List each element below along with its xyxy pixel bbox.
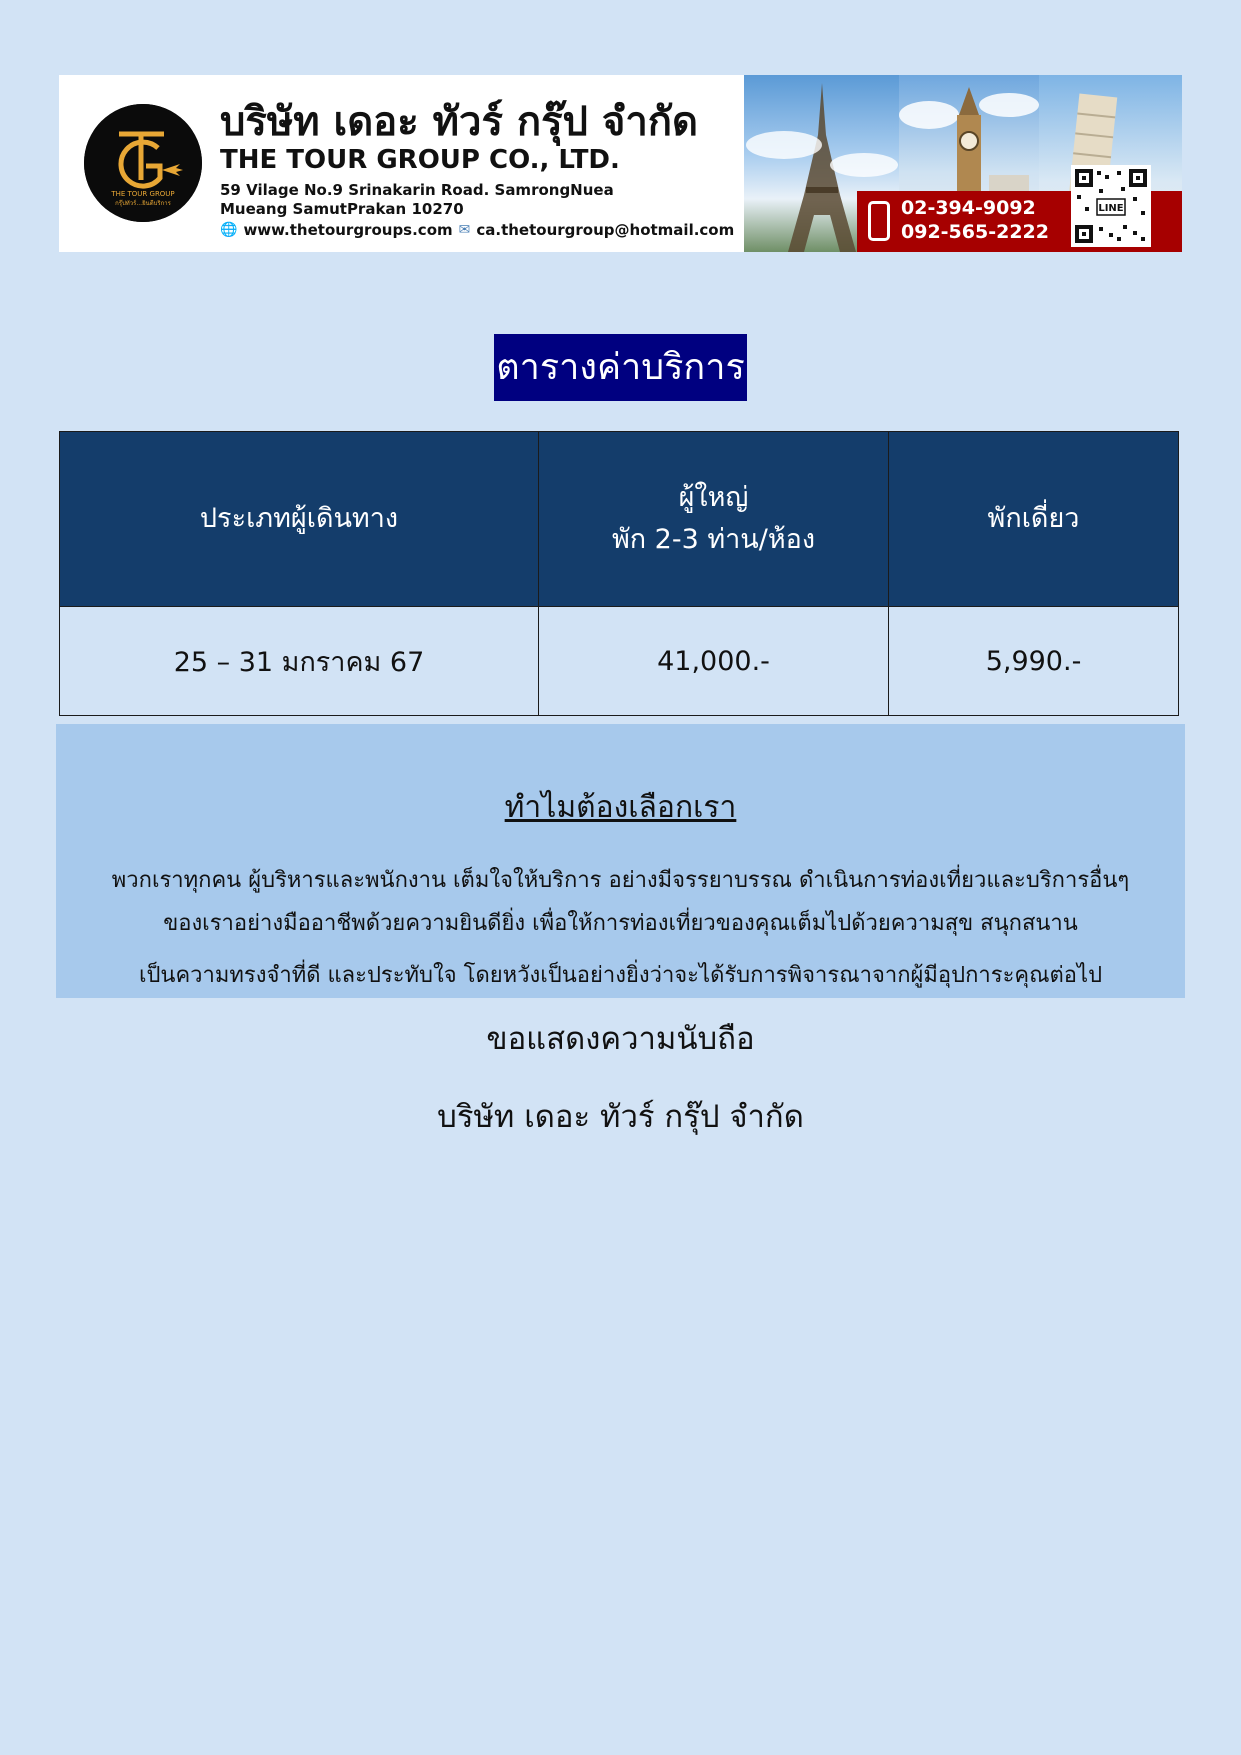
- header-adult-line-1: ผู้ใหญ่: [678, 482, 749, 513]
- address-line-2: Mueang SamutPrakan 10270: [220, 200, 464, 218]
- company-name-th: บริษัท เดอะ ทัวร์ กรุ๊ป จำกัด: [220, 99, 698, 145]
- header-traveler-type: ประเภทผู้เดินทาง: [60, 432, 539, 607]
- company-address: [220, 181, 614, 219]
- closing-regards: ขอแสดงความนับถือ: [486, 1021, 755, 1057]
- phone-icon: [868, 201, 890, 241]
- why-us-line-3: เป็นความทรงจำที่ดี และประทับใจ โดยหวังเป็นอย่างยิ่งว่าจะได้รับการพิจารณาจากผู้มีอุปการะคุณต่อไป: [138, 963, 1103, 988]
- why-us-line-1: พวกเราทุกคน ผู้บริหารและพนักงาน เต็มใจให้บริการ อย่างมีจรรยาบรรณ ดำเนินการท่องเที่ยวและบริการอื่นๆ: [111, 868, 1130, 893]
- price-table: [59, 431, 1179, 716]
- company-name-en: THE TOUR GROUP CO., LTD.: [220, 145, 620, 175]
- globe-icon: 🌐: [220, 222, 238, 238]
- address-line-1: 59 Vilage No.9 Srinakarin Road. SamrongNuea: [220, 181, 614, 199]
- why-us-section: [56, 724, 1185, 998]
- header-adult-line-2: พัก 2-3 ท่าน/ห้อง: [611, 524, 816, 555]
- tg-logo-icon: [84, 104, 202, 222]
- travel-period: 25 – 31 มกราคม 67: [60, 607, 539, 716]
- closing-company: บริษัท เดอะ ทัวร์ กรุ๊ป จำกัด: [437, 1099, 804, 1135]
- qr-code-icon: [1071, 165, 1151, 247]
- phone-number-1[interactable]: 02-394-9092: [901, 197, 1036, 219]
- mail-icon: ✉: [458, 222, 471, 238]
- title-container: [0, 334, 1241, 401]
- logo-caption-th: กรุ๊ปทัวร์...ยินดีบริการ: [115, 200, 171, 207]
- why-us-line-2: ของเราอย่างมืออาชีพด้วยความยินดียิ่ง เพื่อให้การท่องเที่ยวของคุณเต็มไปด้วยความสุข สนุกสนาน: [163, 911, 1078, 936]
- logo-caption-en: THE TOUR GROUP: [111, 190, 175, 198]
- header-banner: [59, 75, 1182, 252]
- landmark-photos: [744, 75, 1182, 252]
- page-title: ตารางค่าบริการ: [494, 334, 747, 401]
- header-single-room: พักเดี่ยว: [889, 432, 1179, 607]
- why-us-title: ทำไมต้องเลือกเรา: [504, 790, 737, 825]
- adult-price: 41,000.-: [539, 607, 889, 716]
- company-logo: [84, 104, 202, 222]
- header-adult: [539, 432, 889, 607]
- contact-line: [220, 221, 734, 239]
- website-link[interactable]: www.thetourgroups.com: [243, 221, 453, 239]
- table-row: [60, 607, 1179, 716]
- phone-numbers: [901, 196, 1049, 244]
- phone-number-2[interactable]: 092-565-2222: [901, 221, 1049, 243]
- single-price: 5,990.-: [889, 607, 1179, 716]
- table-header-row: [60, 432, 1179, 607]
- qr-line-label: LINE: [1098, 203, 1124, 214]
- email-link[interactable]: ca.thetourgroup@hotmail.com: [476, 221, 735, 239]
